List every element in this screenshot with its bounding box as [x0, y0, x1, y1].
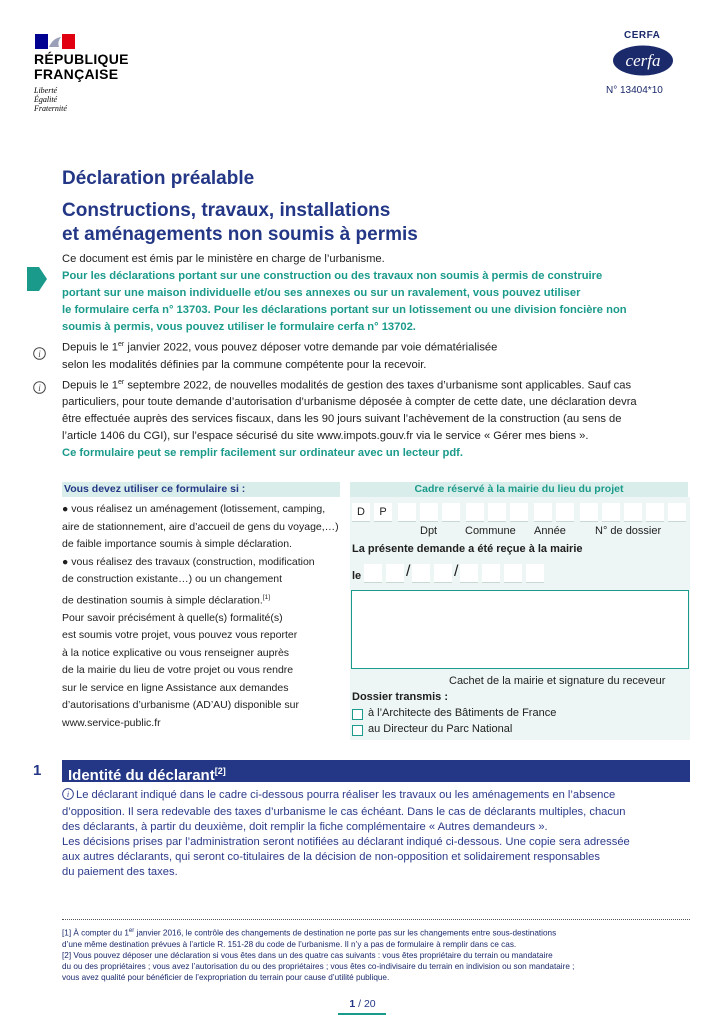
svg-text:i: i — [38, 349, 41, 359]
svg-text:i: i — [38, 383, 41, 393]
date-digit-input[interactable] — [412, 564, 430, 583]
col-annee-label: Année — [534, 525, 566, 537]
dossier-transmis-label: Dossier transmis : — [352, 691, 448, 703]
svg-text:i: i — [66, 790, 70, 800]
document-title: Déclaration préalable — [62, 168, 255, 189]
dossier-digit-input[interactable] — [466, 503, 484, 522]
dossier-digit-input[interactable] — [602, 503, 620, 522]
dossier-digit-input[interactable] — [668, 503, 686, 522]
col-dossier-label: N° de dossier — [595, 525, 662, 537]
cerfa-label: CERFA — [624, 30, 661, 41]
info-icon — [33, 347, 46, 360]
date-separator: / — [406, 563, 411, 580]
section-title: Identité du déclarant[2] — [68, 766, 226, 784]
date-digit-input[interactable] — [434, 564, 452, 583]
dossier-digit-input[interactable] — [646, 503, 664, 522]
dossier-digit-input[interactable] — [398, 503, 416, 522]
section-number: 1 — [33, 762, 42, 779]
pdf-fill-text: Ce formulaire peut se remplir facilement sur ordinateur avec un lecteur pdf. — [62, 447, 463, 460]
intro-block — [62, 251, 702, 462]
info-icon — [33, 381, 46, 394]
received-label: La présente demande a été reçue à la mairie — [352, 543, 583, 555]
parc-national-label: au Directeur du Parc National — [368, 723, 513, 735]
date-digit-input[interactable] — [526, 564, 544, 583]
page-underline — [338, 1013, 386, 1015]
tax-info: Depuis le 1er septembre 2022, de nouvelles modalités de gestion des taxes d’urbanisme sont applicables. Sauf cas particuliers, pour toute demande d’autorisation d’urbanisme déposée à compter de cette date, une déclaration devra être effectuée auprès des services fiscaux, dans les 90 jours suivant l’achèvement de la construction (au sens de l’article 1406 du CGI), sur l’espace sécurisé du site www.impots.gouv.fr via le service « Gérer mes biens ». — [62, 378, 637, 443]
date-digit-input[interactable] — [460, 564, 478, 583]
arrow-marker-icon — [27, 267, 47, 291]
page-number: 1 / 20 — [349, 998, 376, 1010]
cerfa-logo — [612, 44, 674, 77]
dossier-digit-input[interactable] — [488, 503, 506, 522]
col-dpt-label: Dpt — [420, 525, 438, 537]
abf-checkbox[interactable] — [352, 709, 363, 720]
usage-conditions-heading: Vous devez utiliser ce formulaire si : — [62, 482, 340, 497]
dossier-digit-input[interactable] — [442, 503, 460, 522]
dossier-digit-input[interactable] — [580, 503, 598, 522]
mairie-reserved-heading: Cadre réservé à la mairie du lieu du projet — [350, 482, 688, 497]
cerfa-number: N° 13404*10 — [606, 85, 663, 96]
motto: Liberté Égalité Fraternité — [34, 86, 67, 113]
abf-label: à l’Architecte des Bâtiments de France — [368, 707, 557, 719]
date-digit-input[interactable] — [364, 564, 382, 583]
dematerialized-info: Depuis le 1er janvier 2022, vous pouvez déposer votre demande par voie dématérialisée selon les modalités définies par la commune compétente pour la recevoir. — [62, 341, 498, 371]
footnote-separator — [62, 919, 690, 920]
dossier-digit-input[interactable] — [556, 503, 574, 522]
dossier-digit-input[interactable] — [510, 503, 528, 522]
cerfa-alternatives-text: Pour les déclarations portant sur une construction ou des travaux non soumis à permis de construire portant sur une maison individuelle et/ou ses annexes ou sur un ravalement, vous pouvez utiliser le formulaire cerfa n° 13703. Pour les déclarations portant sur un lotissement ou une division foncière non soumis à permis, vous pouvez utiliser le formulaire cerfa n° 13702. — [62, 270, 627, 333]
marianne-flag-icon — [35, 34, 75, 49]
document-subtitle: Constructions, travaux, installations et aménagements non soumis à permis — [62, 200, 418, 245]
footnotes: [1] À compter du 1er janvier 2016, le contrôle des changements de destination ne porte pas sur les changements entre sous-destinations d’une même destination prévues à l’article R. 151-28 du code de l’urbanisme. Il n’y a pas de formulaire à remplir dans ce cas. [2] Vous pouvez déposer une déclaration si vous êtes dans un des quatre cas suivants : vous êtes propriétaire du terrain ou mandataire du ou des propriétaires ; vous avez l’autorisation du ou des propriétaires ; vous êtes co-indivisaire du terrain en indivision ou son mandataire ; vous avez qualité pour bénéficier de l’expropriation du terrain pour cause d’utilité publique. — [62, 928, 575, 982]
date-digit-input[interactable] — [482, 564, 500, 583]
d-cell: D — [352, 503, 370, 522]
info-icon — [62, 788, 74, 805]
date-digit-input[interactable] — [504, 564, 522, 583]
dossier-digit-input[interactable] — [420, 503, 438, 522]
le-label: le — [352, 570, 362, 582]
svg-text:cerfa: cerfa — [625, 51, 661, 70]
stamp-caption: Cachet de la mairie et signature du receveur — [449, 675, 666, 687]
usage-conditions-body: ● vous réalisez un aménagement (lotissement, camping, aire de stationnement, aire d’accueil de gens du voyage,…) de faible importance soumis à simple déclaration. ● vous réalisez des travaux (construction, modification de construction existante…) ou un changement de destination soumis à simple déclaration.[1] Pour savoir précisément à quelle(s) formalité(s) est soumis votre projet, vous pouvez vous reporter à la notice explicative ou vous renseigner auprès de la mairie du lieu de votre projet ou vous rendre sur le service en ligne Assistance aux demandes d’autorisations d’urbanisme (AD’AU) disponible sur www.service-public.fr — [62, 501, 342, 732]
date-digit-input[interactable] — [386, 564, 404, 583]
dossier-digit-input[interactable] — [534, 503, 552, 522]
dossier-digit-input[interactable] — [624, 503, 642, 522]
col-commune-label: Commune — [465, 525, 516, 537]
section-description: i Le déclarant indiqué dans le cadre ci-dessous pourra réaliser les travaux ou les aménagements en l’absence d’opposition. Il sera redevable des taxes d’urbanisme le cas échéant. Dans le cas de déclarants multiples, chacun des déclarants, à partir du deuxième, doit remplir la fiche complémentaire « Autres demandeurs ». Les décisions prises par l’administration seront notifiées au déclarant indiqué ci-dessous. Une copie sera adressée aux autres déclarants, qui seront co-titulaires de la décision de non-opposition et solidairement responsables du paiement des taxes. — [62, 789, 630, 878]
service-public-link[interactable]: www.service-public.fr — [62, 716, 161, 729]
emitted-by-text: Ce document est émis par le ministère en charge de l’urbanisme. — [62, 253, 385, 265]
p-cell: P — [374, 503, 392, 522]
stamp-signature-box[interactable] — [351, 590, 689, 669]
republique-francaise-title: RÉPUBLIQUE FRANÇAISE — [34, 51, 129, 82]
parc-national-checkbox[interactable] — [352, 725, 363, 736]
date-separator: / — [454, 563, 459, 580]
